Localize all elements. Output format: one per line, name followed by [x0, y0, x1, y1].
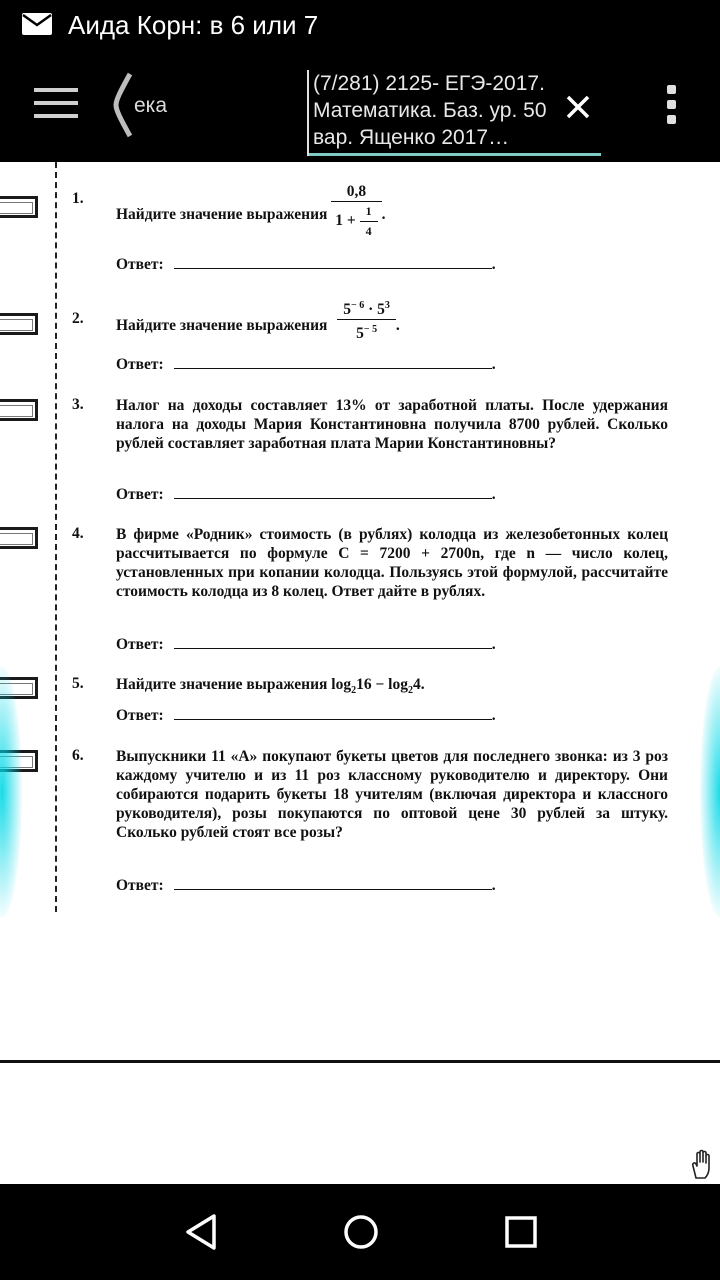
task-text: Выпускники 11 «А» покупают букеты цветов для последнего звонка: из 3 роз каждому учителю и из 11 роз классному руководителю и директору. Они собираются подарить букеты 18 учителям (включая директора и классного руководителя), розы покупаются по оптовой цене 30 рублей за штуку. Сколько рублей стоят все розы?	[116, 748, 668, 841]
task-4	[72, 525, 668, 655]
task-number: 6.	[72, 747, 84, 764]
system-nav-bar	[0, 1184, 720, 1280]
mail-icon	[22, 13, 52, 35]
task-number: 2.	[72, 310, 84, 327]
hand-cursor-icon	[688, 1148, 718, 1180]
nav-home-icon[interactable]	[339, 1210, 383, 1254]
task-3	[72, 396, 668, 503]
menu-icon[interactable]	[34, 88, 78, 124]
answer-label: Ответ:	[116, 356, 164, 373]
app-toolbar	[0, 50, 720, 162]
task-text: Найдите значение выражения $\log_216 - \log_24$.	[116, 676, 425, 697]
task-1: 1. Найдите значение выражения 0,8 1 + $\frac{1}{4}$ . Ответ: .	[72, 183, 496, 273]
answer-row: Ответ: .	[116, 877, 496, 894]
fraction: $\frac{5^{- 6} \cdot 5^3}{5^{- 5}}$	[337, 296, 396, 343]
search-field[interactable]	[307, 70, 601, 156]
nav-back-icon[interactable]	[180, 1210, 224, 1254]
task-2: 2. Найдите значение выражения $\frac{5^{- 6} \cdot 5^3}{5^{- 5}}$ . Ответ: .	[72, 310, 668, 370]
task-text: Найдите значение выражения	[116, 317, 328, 335]
answer-box-3	[0, 399, 38, 421]
nav-recents-icon[interactable]	[499, 1210, 543, 1254]
answer-row: Ответ: .	[116, 636, 496, 653]
answer-line[interactable]	[174, 484, 492, 499]
answer-box-4	[0, 527, 38, 549]
answer-row: Ответ: .	[116, 356, 496, 373]
page-bottom-divider	[0, 1060, 720, 1063]
answer-line[interactable]	[174, 875, 492, 890]
answer-line[interactable]	[174, 254, 492, 269]
answer-label: Ответ:	[116, 256, 164, 273]
overflow-menu-icon[interactable]	[665, 85, 679, 129]
notification-text: Аида Корн: в 6 или 7	[68, 10, 319, 40]
status-bar	[0, 0, 720, 50]
answer-box-1	[0, 196, 38, 218]
back-label[interactable]: ека	[134, 94, 168, 117]
task-text: Найдите значение выражения	[116, 206, 328, 224]
answer-row: Ответ: .	[116, 707, 496, 724]
answer-row: Ответ: .	[116, 256, 496, 273]
cut-line	[55, 162, 57, 912]
task-number: 3.	[72, 396, 84, 413]
search-underline	[309, 153, 601, 156]
answer-line[interactable]	[174, 354, 492, 369]
task-text: В фирме «Родник» стоимость (в рублях) колодца из железобетонных колец рассчитывается по формуле C = 7200 + 2700n, где n — число колец, установленных при копании колодца. Пользуясь этой формулой, рассчитайте стоимость колодца из 8 колец. Ответ дайте в рублях.	[116, 526, 668, 600]
right-edge-glow	[700, 667, 720, 917]
search-input[interactable]: (7/281) 2125- ЕГЭ-2017. Математика. Баз. ур. 50 вар. Ященко 2017…	[313, 72, 547, 149]
answer-label: Ответ:	[116, 636, 164, 653]
answer-box-2	[0, 313, 38, 335]
task-text: Налог на доходы составляет 13% от заработной платы. После удержания налога на доходы Мария Константиновна получила 8700 рублей. Сколько рублей составляет заработная плата Марии Константиновны?	[116, 397, 668, 452]
left-edge-glow	[0, 667, 22, 917]
answer-line[interactable]	[174, 705, 492, 720]
answer-row: Ответ: .	[116, 486, 496, 503]
close-icon[interactable]	[561, 90, 595, 124]
document-page[interactable]	[0, 162, 720, 1060]
task-6	[72, 747, 668, 897]
answer-label: Ответ:	[116, 486, 164, 503]
task-number: 1.	[72, 190, 84, 207]
answer-line[interactable]	[174, 634, 492, 649]
fraction: 0,8 1 + $\frac{1}{4}$	[331, 182, 381, 241]
answer-label: Ответ:	[116, 877, 164, 894]
task-5	[72, 675, 668, 725]
task-number: 4.	[72, 525, 84, 542]
task-number: 5.	[72, 675, 84, 692]
answer-label: Ответ:	[116, 707, 164, 724]
